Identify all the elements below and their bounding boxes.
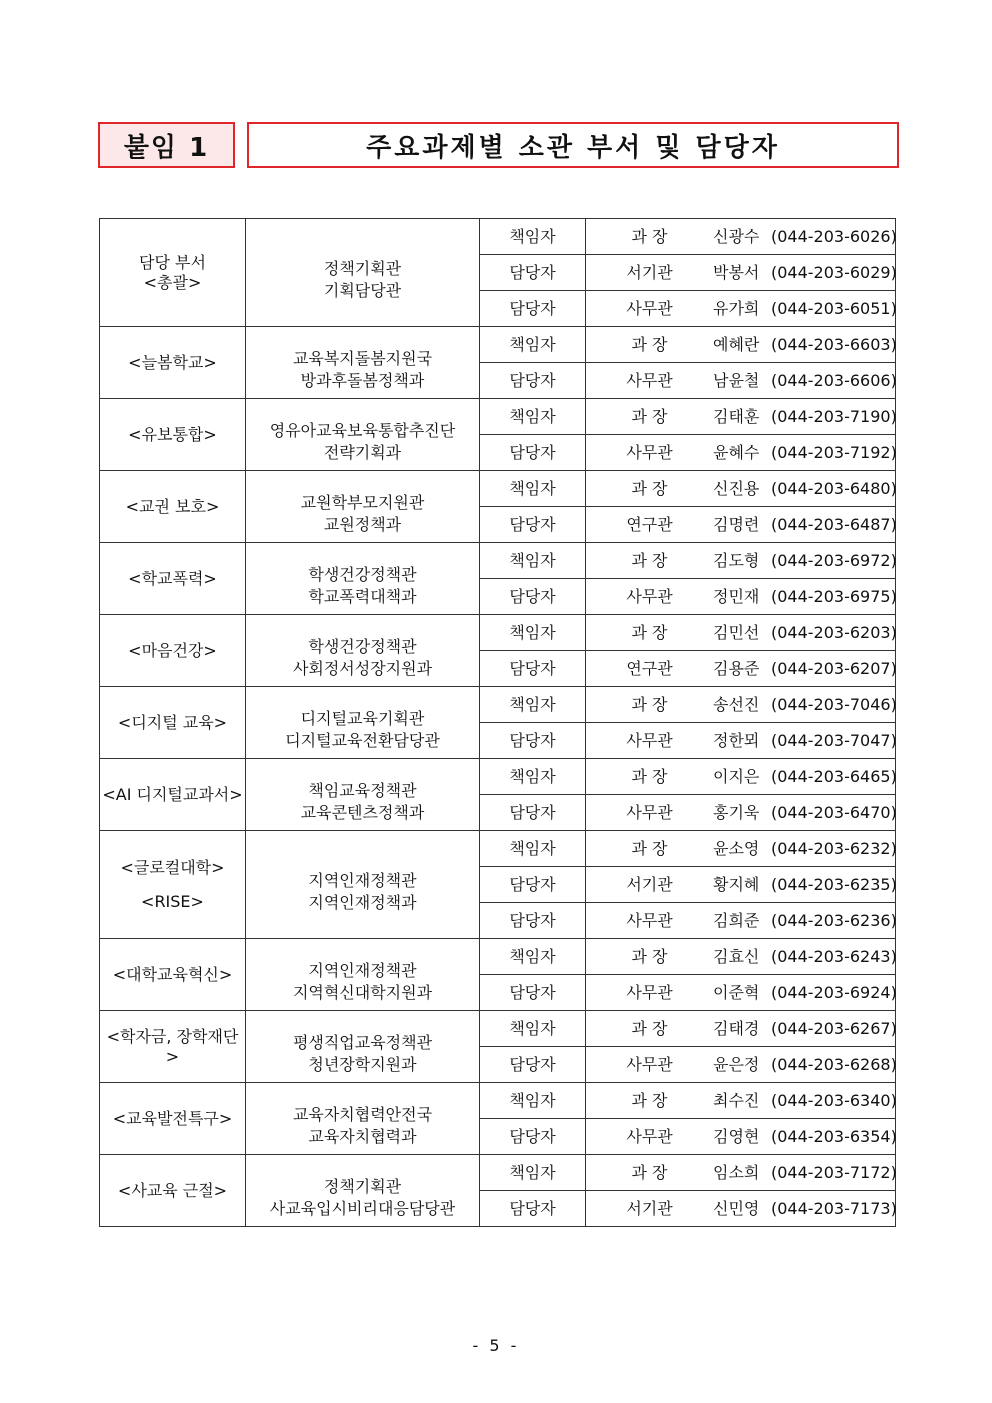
task-cell [100,1011,246,1083]
position-label: 사무관 [626,1126,673,1146]
task-cell [100,615,246,687]
department-name: 정책기획관 [323,258,402,278]
position-label: 사무관 [626,586,673,606]
contact-cell [586,1119,896,1155]
contact-cell [586,507,896,543]
department-name: 지역인재정책과 [308,892,417,912]
role-cell: 담당자 [480,975,586,1011]
person-name: 박봉서 [713,262,760,282]
department-name: 교육복지돌봄지원국 [292,348,433,368]
department-name: 학교폭력대책과 [308,586,417,606]
department-cell [246,831,480,939]
position-label: 사무관 [626,910,673,930]
contact-cell [586,975,896,1011]
task-label: <교육발전특구> [112,1108,233,1128]
department-cell [246,1155,480,1227]
role-cell: 담당자 [480,255,586,291]
contact-cell [586,723,896,759]
department-name: 디지털교육전환담당관 [285,730,440,750]
contact-cell [586,831,896,867]
task-label: <글로컬대학> [120,857,225,877]
department-name: 방과후돌봄정책과 [300,370,425,390]
phone-number: (044-203-7172) [771,1162,897,1182]
table-row [100,399,896,435]
task-label-group [100,497,245,517]
department-cell [246,219,480,327]
contact-cell [586,903,896,939]
role-cell: 담당자 [480,363,586,399]
position-label: 사무관 [626,298,673,318]
role-cell: 책임자 [480,939,586,975]
contact-cell [586,291,896,327]
position-label: 과 장 [631,946,668,966]
phone-number: (044-203-7173) [771,1198,897,1218]
position-label: 과 장 [631,406,668,426]
role-cell: 책임자 [480,831,586,867]
position-label: 사무관 [626,802,673,822]
position-label: 사무관 [626,1054,673,1074]
phone-number: (044-203-6232) [771,838,897,858]
task-label: <학교폭력> [128,568,217,588]
department-name: 교육콘텐츠정책과 [300,802,425,822]
table-row [100,327,896,363]
phone-number: (044-203-6051) [771,298,897,318]
department-cell [246,1011,480,1083]
position-label: 과 장 [631,1090,668,1110]
phone-number: (044-203-6026) [771,226,897,246]
position-label: 사무관 [626,370,673,390]
task-cell [100,687,246,759]
table-row [100,831,896,867]
contacts-table [99,218,896,1227]
attachment-label: 붙임 1 [98,122,235,168]
phone-number: (044-203-6975) [771,586,897,606]
position-label: 서기관 [626,874,673,894]
department-cell [246,471,480,543]
position-label: 과 장 [631,1018,668,1038]
department-name: 전략기획과 [323,442,402,462]
task-cell [100,471,246,543]
person-name: 김용준 [713,658,760,678]
role-cell: 책임자 [480,219,586,255]
task-label: <디지털 교육> [117,712,228,732]
position-label: 과 장 [631,694,668,714]
role-cell: 책임자 [480,471,586,507]
person-name: 황지혜 [713,874,760,894]
role-cell: 담당자 [480,795,586,831]
task-cell [100,759,246,831]
role-cell: 책임자 [480,327,586,363]
table-row [100,1155,896,1191]
contact-cell [586,795,896,831]
person-name: 남윤철 [713,370,760,390]
phone-number: (044-203-6465) [771,766,897,786]
person-name: 신진용 [713,478,760,498]
page-number: - 5 - [472,1336,520,1355]
task-label-group [100,965,245,985]
person-name: 신민영 [713,1198,760,1218]
department-name: 지역인재정책관 [308,960,417,980]
phone-number: (044-203-6606) [771,370,897,390]
department-name: 평생직업교육정책관 [292,1032,433,1052]
table-row [100,687,896,723]
role-cell: 책임자 [480,543,586,579]
task-label: <교권 보호> [125,496,220,516]
task-label: <AI 디지털교과서> [102,784,243,804]
person-name: 정한뫼 [713,730,760,750]
table-row [100,219,896,255]
person-name: 예혜란 [713,334,760,354]
person-name: 윤소영 [713,838,760,858]
contact-cell [586,1191,896,1227]
task-label-group [100,1027,245,1067]
person-name: 유가희 [713,298,760,318]
task-cell [100,327,246,399]
table-row [100,759,896,795]
person-name: 이지은 [713,766,760,786]
task-label-group [100,713,245,733]
role-cell: 담당자 [480,435,586,471]
position-label: 서기관 [626,262,673,282]
contact-cell [586,327,896,363]
phone-number: (044-203-7046) [771,694,897,714]
task-label: <사교육 근절> [117,1180,228,1200]
phone-number: (044-203-6470) [771,802,897,822]
contact-cell [586,939,896,975]
department-name: 지역인재정책관 [308,870,417,890]
phone-number: (044-203-6268) [771,1054,897,1074]
phone-number: (044-203-6203) [771,622,897,642]
position-label: 연구관 [626,514,673,534]
department-name: 지역혁신대학지원과 [292,982,433,1002]
task-label: <총괄> [143,272,202,292]
phone-number: (044-203-6340) [771,1090,897,1110]
role-cell: 책임자 [480,759,586,795]
contact-cell [586,471,896,507]
department-cell [246,939,480,1011]
contact-cell [586,615,896,651]
role-cell: 담당자 [480,291,586,327]
task-label: <유보통합> [128,424,217,444]
position-label: 사무관 [626,730,673,750]
task-cell [100,831,246,939]
task-label-group [100,641,245,661]
contact-cell [586,579,896,615]
task-label: 담당 부서 [139,252,206,272]
task-cell [100,1155,246,1227]
person-name: 김민선 [713,622,760,642]
person-name: 홍기욱 [713,802,760,822]
contacts-table-body [100,219,896,1227]
position-label: 과 장 [631,226,668,246]
role-cell: 담당자 [480,1047,586,1083]
table-row [100,939,896,975]
department-name: 교원학부모지원관 [300,492,425,512]
task-label: <학자금, 장학재단> [106,1026,239,1066]
department-name: 교육자치협력안전국 [292,1104,433,1124]
role-cell: 책임자 [480,1083,586,1119]
task-cell [100,939,246,1011]
task-label-group [100,569,245,589]
position-label: 과 장 [631,1162,668,1182]
person-name: 신광수 [713,226,760,246]
position-label: 연구관 [626,658,673,678]
department-name: 책임교육정책관 [308,780,417,800]
contact-cell [586,759,896,795]
task-label: <대학교육혁신> [112,964,233,984]
task-label-group [100,785,245,805]
role-cell: 담당자 [480,651,586,687]
contact-cell [586,1047,896,1083]
department-cell [246,687,480,759]
position-label: 과 장 [631,334,668,354]
contact-cell [586,867,896,903]
contact-cell [586,435,896,471]
position-label: 과 장 [631,766,668,786]
contact-cell [586,363,896,399]
phone-number: (044-203-7192) [771,442,897,462]
person-name: 윤은정 [713,1054,760,1074]
contact-cell [586,255,896,291]
table-row [100,1011,896,1047]
position-label: 과 장 [631,550,668,570]
contact-cell [586,219,896,255]
position-label: 서기관 [626,1198,673,1218]
task-label-group [100,1109,245,1129]
phone-number: (044-203-6207) [771,658,897,678]
department-name: 교육자치협력과 [308,1126,417,1146]
role-cell: 책임자 [480,687,586,723]
role-cell: 담당자 [480,1191,586,1227]
department-name: 사회정서성장지원과 [292,658,433,678]
task-cell [100,543,246,615]
contact-cell [586,687,896,723]
task-label: <RISE> [141,891,204,911]
person-name: 김희준 [713,910,760,930]
department-name: 학생건강정책관 [308,636,417,656]
person-name: 김태경 [713,1018,760,1038]
department-name: 디지털교육기획관 [300,708,425,728]
table-row [100,471,896,507]
person-name: 임소희 [713,1162,760,1182]
department-cell [246,759,480,831]
department-cell [246,1083,480,1155]
phone-number: (044-203-6236) [771,910,897,930]
phone-number: (044-203-6354) [771,1126,897,1146]
role-cell: 담당자 [480,507,586,543]
phone-number: (044-203-6029) [771,262,897,282]
phone-number: (044-203-6235) [771,874,897,894]
table-row [100,615,896,651]
phone-number: (044-203-6924) [771,982,897,1002]
phone-number: (044-203-6603) [771,334,897,354]
department-name: 청년장학지원과 [308,1054,417,1074]
phone-number: (044-203-7047) [771,730,897,750]
role-cell: 책임자 [480,399,586,435]
department-name: 교원정책과 [323,514,402,534]
position-label: 사무관 [626,442,673,462]
department-name: 사교육입시비리대응담당관 [269,1198,456,1218]
table-row [100,543,896,579]
phone-number: (044-203-7190) [771,406,897,426]
task-cell [100,219,246,327]
person-name: 김명련 [713,514,760,534]
department-cell [246,327,480,399]
department-cell [246,615,480,687]
role-cell: 담당자 [480,903,586,939]
task-label-group [100,253,245,293]
position-label: 과 장 [631,622,668,642]
position-label: 과 장 [631,838,668,858]
task-label-group [100,353,245,373]
phone-number: (044-203-6243) [771,946,897,966]
contact-cell [586,1155,896,1191]
contact-cell [586,651,896,687]
task-label-group [100,1181,245,1201]
person-name: 윤혜수 [713,442,760,462]
person-name: 정민재 [713,586,760,606]
position-label: 과 장 [631,478,668,498]
contact-cell [586,1011,896,1047]
role-cell: 담당자 [480,723,586,759]
phone-number: (044-203-6487) [771,514,897,534]
person-name: 이준혁 [713,982,760,1002]
person-name: 최수진 [713,1090,760,1110]
department-cell [246,543,480,615]
contact-cell [586,399,896,435]
task-label: <늘봄학교> [128,352,217,372]
contact-cell [586,543,896,579]
task-label-group [100,425,245,445]
role-cell: 담당자 [480,1119,586,1155]
role-cell: 책임자 [480,1011,586,1047]
role-cell: 책임자 [480,615,586,651]
department-name: 영유아교육보육통합추진단 [269,420,456,440]
task-cell [100,1083,246,1155]
role-cell: 책임자 [480,1155,586,1191]
department-cell [246,399,480,471]
department-name: 기획담당관 [323,280,402,300]
department-name: 학생건강정책관 [308,564,417,584]
position-label: 사무관 [626,982,673,1002]
person-name: 김효신 [713,946,760,966]
department-name: 정책기획관 [323,1176,402,1196]
phone-number: (044-203-6972) [771,550,897,570]
task-label-group [100,858,245,912]
task-label: <마음건강> [128,640,217,660]
role-cell: 담당자 [480,867,586,903]
document-title: 주요과제별 소관 부서 및 담당자 [247,122,899,168]
phone-number: (044-203-6480) [771,478,897,498]
person-name: 김영현 [713,1126,760,1146]
contact-cell [586,1083,896,1119]
task-cell [100,399,246,471]
table-row [100,1083,896,1119]
role-cell: 담당자 [480,579,586,615]
person-name: 김도형 [713,550,760,570]
person-name: 김태훈 [713,406,760,426]
person-name: 송선진 [713,694,760,714]
phone-number: (044-203-6267) [771,1018,897,1038]
